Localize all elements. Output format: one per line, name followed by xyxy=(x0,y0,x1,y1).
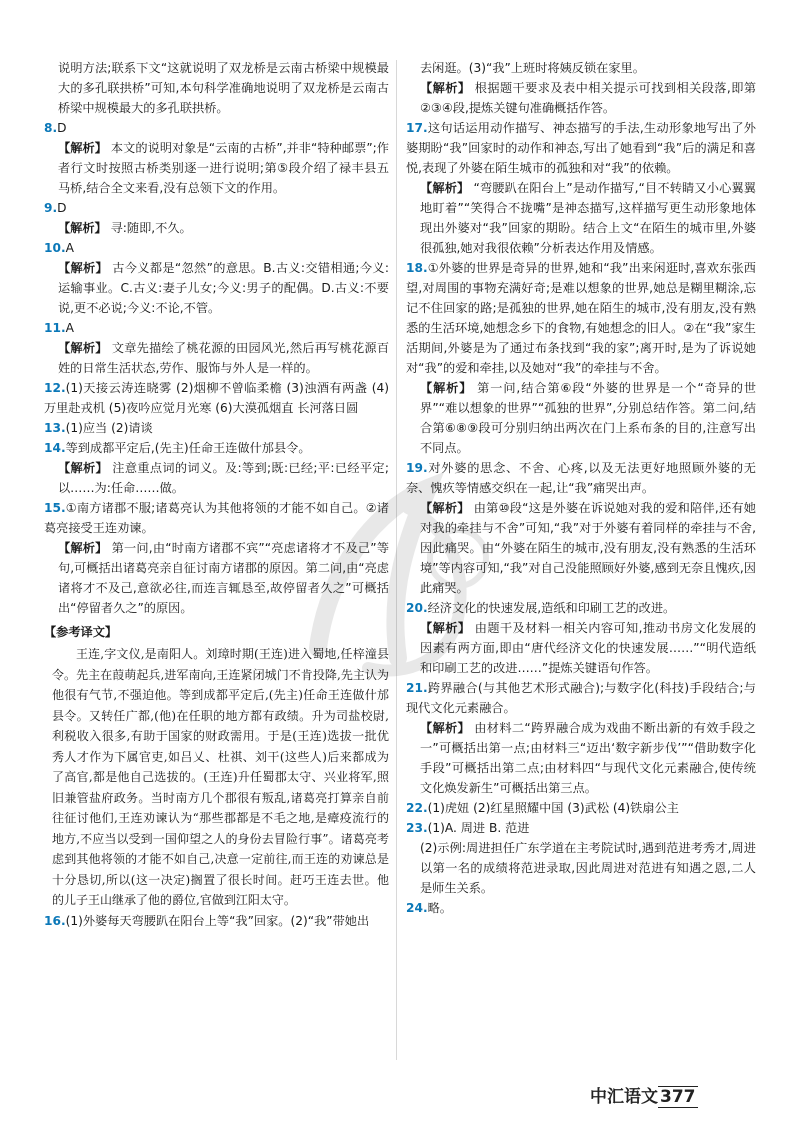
analysis-paragraph xyxy=(44,338,389,378)
answer-item xyxy=(406,798,756,818)
analysis-paragraph: (2)示例:周进担任广东学道在主考院试时,遇到范进考秀才,周进以第一名的成绩将范进录取,因此周进对范进有知遇之恩,二人是师生关系。 xyxy=(420,841,756,895)
answer-text: 等到成都平定后,(先主)任命王连做什邡县令。 xyxy=(65,441,311,455)
question-number: 13. xyxy=(44,421,66,435)
analysis-paragraph xyxy=(406,78,756,118)
question-number: 8. xyxy=(44,121,58,135)
answer-item xyxy=(406,818,756,838)
analysis-text: “弯腰趴在阳台上”是动作描写,“目不转睛又小心翼翼地盯着”“笑得合不拢嘴”是神态描写,这样描写更生动形象地体现出外婆对“我”回家的期盼。结合上文“在陌生的城市里,外婆很孤独,她对我很依赖”分析表达作用及情感。 xyxy=(420,181,756,255)
analysis-tag: 【解析】 xyxy=(58,261,109,275)
left-column xyxy=(44,58,389,931)
answer-text: (1)外婆每天弯腰趴在阳台上等“我”回家。(2)“我”带她出 xyxy=(65,913,370,928)
analysis-paragraph xyxy=(44,258,389,318)
analysis-paragraph xyxy=(44,458,389,498)
analysis-text: 根据题干要求及表中相关提示可找到相关段落,即第②③④段,提炼关键句准确概括作答。 xyxy=(420,81,757,115)
analysis-tag: 【解析】 xyxy=(420,501,470,515)
answer-text: (1)A. 周进 B. 范进 xyxy=(427,821,530,835)
analysis-paragraph xyxy=(406,498,756,598)
analysis-paragraph: 去闲逛。(3)“我”上班时将姨反锁在家里。 xyxy=(420,61,645,75)
analysis-tag: 【解析】 xyxy=(420,721,471,735)
answer-item xyxy=(406,258,756,378)
analysis-text: 本文的说明对象是“云南的古桥”,并非“特种邮票”;作者行文时按照古桥类别逐一进行说明;第⑤段介绍了禄丰县五马桥,结合全文来看,没有总领下文的作用。 xyxy=(58,141,389,195)
analysis-tag: 【解析】 xyxy=(420,81,471,95)
answer-text: 跨界融合(与其他艺术形式融合);与数字化(科技)手段结合;与现代文化元素融合。 xyxy=(406,681,756,715)
analysis-tag: 【解析】 xyxy=(58,461,109,475)
question-number: 15. xyxy=(44,501,66,515)
answer-text: ①外婆的世界是奇异的世界,她和“我”出来闲逛时,喜欢东张西望,对周围的事物充满好奇;是难以想象的世界,她总是糊里糊涂,忘记不住回家的路;是孤独的世界,她在陌生的城市,没有朋友,没有熟悉的生活环境,她想念乡下的食物,有她想念的旧人。②在“我”家生活期间,外婆是为了通过布条找到“我的家”;离开时,是为了诉说她对“我”的爱和牵挂,以及她对“我”的牵挂与不舍。 xyxy=(406,261,756,375)
analysis-paragraph xyxy=(44,218,389,238)
answer-text: D xyxy=(57,121,67,135)
answer-text: (1)虎妞 (2)红星照耀中国 (3)武松 (4)铁扇公主 xyxy=(427,801,679,815)
analysis-paragraph: 说明方法;联系下文“这就说明了双龙桥是云南古桥梁中规模最大的多孔联拱桥”可知,本句科学准确地说明了双龙桥是云南古桥梁中规模最大的多孔联拱桥。 xyxy=(58,61,389,115)
analysis-text: 古今义都是“忽然”的意思。B.古义:交错相通;今义:运输事业。C.古义:妻子儿女;今义:男子的配偶。D.古义:不要说,更不必说;今义:不论,不管。 xyxy=(58,261,389,315)
answer-item xyxy=(406,458,756,498)
translation-heading: 【参考译文】 xyxy=(44,625,118,639)
question-number: 18. xyxy=(406,261,428,275)
footer-title: 中汇语文 xyxy=(590,1087,658,1107)
question-number: 12. xyxy=(44,381,66,395)
analysis-tag: 【解析】 xyxy=(420,621,471,635)
question-number: 14. xyxy=(44,441,66,455)
question-number: 11. xyxy=(44,321,66,335)
question-number: 23. xyxy=(406,821,428,835)
question-number: 16. xyxy=(44,913,66,928)
question-number: 9. xyxy=(44,201,58,215)
analysis-text: 由题干及材料一相关内容可知,推动书房文化发展的因素有两方面,即由“唐代经济文化的快速发展……”“明代造纸和印刷工艺的改进……”提炼关键语句作答。 xyxy=(420,621,757,675)
answer-item xyxy=(406,898,756,918)
answer-text: ①南方诸郡不服;诸葛亮认为其他将领的才能不如自己。②诸葛亮接受王连劝谏。 xyxy=(44,501,389,535)
analysis-paragraph xyxy=(406,618,756,678)
question-number: 20. xyxy=(406,601,428,615)
analysis-tag: 【解析】 xyxy=(58,541,108,555)
right-column xyxy=(406,58,756,918)
analysis-paragraph xyxy=(406,378,756,458)
analysis-tag: 【解析】 xyxy=(58,141,107,155)
question-number: 21. xyxy=(406,681,428,695)
analysis-tag: 【解析】 xyxy=(58,221,107,235)
analysis-text: 第一问,由“时南方诸郡不宾”“亮虑诸将才不及己”等句,可概括出诸葛亮亲自征讨南方诸郡的原因。第二问,由“亮虑诸将才不及己,意欲必往,而连言辄恳至,故停留者久之”可概括出“停留者久之”的原因。 xyxy=(58,541,390,615)
analysis-text: 文章先描绘了桃花源的田园风光,然后再写桃花源百姓的日常生活状态,劳作、服饰与外人是一样的。 xyxy=(58,341,390,375)
answer-item xyxy=(44,498,389,538)
analysis-tag: 【解析】 xyxy=(420,181,470,195)
column-divider xyxy=(396,60,397,1060)
answer-item xyxy=(44,198,389,218)
answer-item xyxy=(44,438,389,458)
answer-text: A xyxy=(65,241,74,255)
answer-item xyxy=(406,118,756,178)
question-number: 19. xyxy=(406,461,428,475)
page-number: 377 xyxy=(660,1087,696,1107)
answer-item xyxy=(44,318,389,338)
answer-text: 对外婆的思念、不舍、心疼,以及无法更好地照顾外婆的无奈、愧疚等情感交织在一起,让“我”痛哭出声。 xyxy=(406,461,756,495)
question-number: 22. xyxy=(406,801,428,815)
answer-item xyxy=(44,118,389,138)
answer-item xyxy=(44,911,389,931)
analysis-tag: 【解析】 xyxy=(58,341,108,355)
answer-item xyxy=(44,418,389,438)
answer-text: (1)天接云涛连晓雾 (2)烟柳不曾临柔檐 (3)浊酒有两盏 (4)万里赴戎机 (5)夜吟应觉月光寒 (6)大漠孤烟直 长河落日圆 xyxy=(44,381,389,415)
analysis-text: 寻:随即,不久。 xyxy=(106,221,192,235)
analysis-paragraph xyxy=(44,138,389,198)
answer-text: 略。 xyxy=(427,901,452,915)
answer-item xyxy=(406,678,756,718)
analysis-text: 第一问,结合第⑥段“外婆的世界是一个“奇异的世界”“难以想象的世界”“孤独的世界”,分别总结作答。第二问,结合第⑥⑧⑨段可分别归纳出两次在门上系布条的目的,注意写出不同点。 xyxy=(420,381,757,455)
analysis-paragraph xyxy=(44,538,389,618)
answer-text: A xyxy=(65,321,74,335)
question-number: 24. xyxy=(406,901,428,915)
answer-text: (1)应当 (2)请谈 xyxy=(65,421,153,435)
question-number: 10. xyxy=(44,241,66,255)
analysis-text: 由第⑩段“这是外婆在诉说她对我的爱和陪伴,还有她对我的牵挂与不舍”可知,“我”对于外婆有着同样的牵挂与不舍,因此痛哭。由“外婆在陌生的城市,没有朋友,没有熟悉的生活环境”等内容可知,“我”对自己没能照顾好外婆,感到无奈且愧疚,因此痛哭。 xyxy=(420,501,756,595)
answer-text: 这句话运用动作描写、神态描写的手法,生动形象地写出了外婆期盼“我”回家时的动作和神态,写出了她看到“我”后的满足和喜悦,表现了外婆在陌生城市的孤独和对“我”的依赖。 xyxy=(406,121,756,175)
analysis-tag: 【解析】 xyxy=(420,381,473,395)
page-footer xyxy=(590,1082,698,1107)
answer-text: 经济文化的快速发展,造纸和印刷工艺的改进。 xyxy=(427,601,676,615)
answer-item xyxy=(44,238,389,258)
analysis-paragraph xyxy=(406,718,756,798)
answer-item xyxy=(406,598,756,618)
analysis-text: 由材料二“跨界融合成为戏曲不断出新的有效手段之一”可概括出第一点;由材料三“迈出‘数字新步伐’”“借助数字化手段”可概括出第二点;由材料四“与现代文化元素融合,使传统文化焕发新生”可概括出第三点。 xyxy=(420,721,756,795)
question-number: 17. xyxy=(406,121,428,135)
analysis-text: 注意重点词的词义。及:等到;既:已经;平:已经平定;以……为:任命……做。 xyxy=(58,461,390,495)
answer-item xyxy=(44,378,389,418)
analysis-paragraph xyxy=(406,178,756,258)
translation-text: 王连,字文仪,是南阳人。刘璋时期(王连)进入蜀地,任梓潼县令。先主在葭萌起兵,进军南向,王连紧闭城门不肯投降,先主认为他很有气节,不强迫他。等到成都平定后,(先主)任命王连做什邡县令。又转任广都,(他)在任职的地方都有政绩。升为司盐校尉,利税收入很多,有助于国家的财政需用。于是(王连)选拔一批优秀人才作为下属官吏,如吕乂、杜祺、刘干(这些人)后来都成为了高官,都是他自己选拔的。(王连)升任蜀郡太守、兴业将军,照旧兼管盐府政务。当时南方几个郡很有叛乱,诸葛亮打算亲自前往征讨他们,王连劝谏认为“那些郡都是不毛之地,是瘴疫流行的地方,不应当以受到一国仰望之人的身份去冒险行事”。诸葛亮考虑到其他将领的才能不如自己,决意一定前往,而王连的劝谏总是十分恳切,所以(这一决定)搁置了很长时间。赶巧王连去世。他的儿子王山继承了他的爵位,官做到江阳太守。 xyxy=(52,647,389,907)
answer-text: D xyxy=(57,201,67,215)
